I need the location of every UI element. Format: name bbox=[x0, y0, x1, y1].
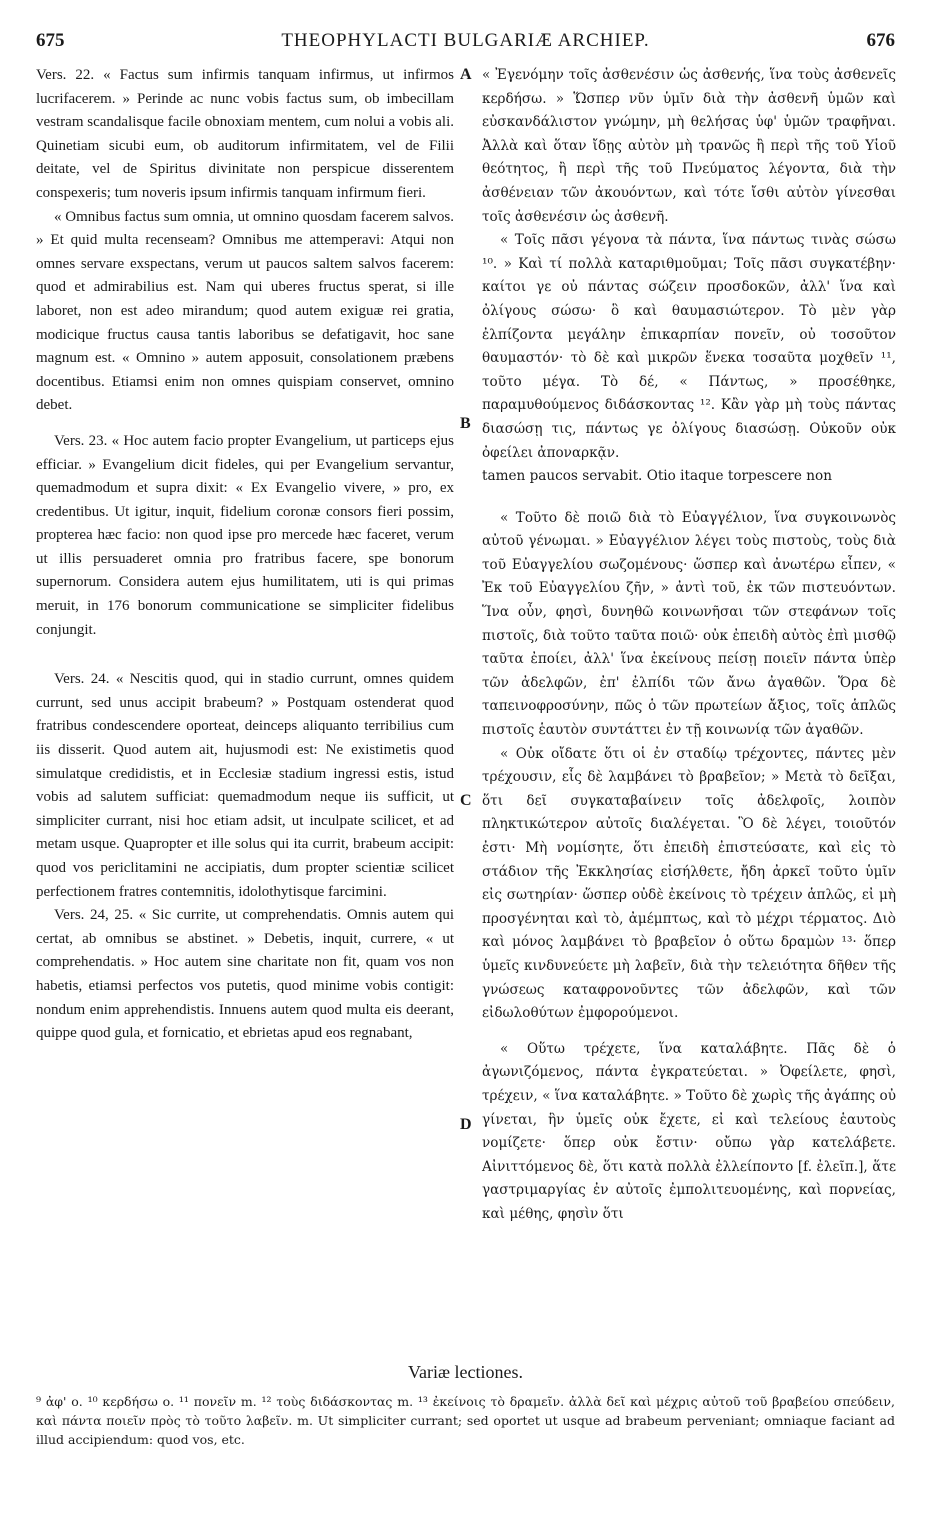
latin-paragraph: Vers. 22. « Factus sum infirmis tanquam infirmus, ut infirmos lucrifacerem. » Perinde ac nunc vobis factus sum, ob imbecillam vestram scandalisque facile obnoxiam mentem, cum nolui a vobis ali. Quinetiam sicubi eum, ob auditorum infirmitatem, vel de Filii deitate, vel de Spiritus divinitate non perspicue disserentem conspexeris; tum noveris ipsum infirmis tanquam infirmum fieri. bbox=[36, 67, 454, 201]
latin-paragraph: « Omnibus factus sum omnia, ut omnino quosdam facerem salvos. » Et quid multa recenseam? Omnibus me attemperavi: Atqui non omnes servare exspectans, verum ut paucos saltem salvos facerem: quod et admirabilius est. Nam qui uberes fructus sperat, si ille laboret, non est adeo mirandum; quod autem exiguæ rei gratia, modicique fructus causa tantis laboribus se defatigavit, hoc sane magnum est. « Omnino » autem apposuit, consolationem præbens docentibus. Etiamsi enim non omnes quispiam conservet, omnino debet. bbox=[36, 208, 454, 414]
latin-column bbox=[36, 64, 454, 1046]
latin-paragraph: Vers. 23. « Hoc autem facio propter Evangelium, ut particeps ejus efficiar. » Evangelium dicit fideles, qui per Evangelium servantur, quemadmodum et supra dixit: « Ex Evangelio vivere, » pro, ex credentibus. Ut igitur, inquit, fidelium coronæ consors fieri possim, propterea hæc facio: non quod ipse pro mercede hæc faceret, verum ut illis persuaderet omnia pro fratribus facere, spe bonorum supernorum. Considera autem ejus humilitatem, uti is qui primas meruit, in 176 bonorum communicatione se simpliciter fidelibus conjungit. bbox=[36, 432, 454, 638]
latin-paragraph: Vers. 24. « Nescitis quod, qui in stadio currunt, omnes quidem currunt, sed unus accipit brabeum? » Postquam ostenderat quod fratribus condescendere oporteat, deinceps aliquanto terribilius cum iis disserit. Quod autem ait, hujusmodi est: Ne existimetis quod simulatque credidistis, et in Ecclesiæ stadium ingressi estis, istud vobis ad salutem sufficiat: quemadmodum neque iis sufficit, ut simpliciter currant, nisi hoc etiam adsit, ut inculpate scilicet, et ad metam usque. Quapropter et ille solus qui ita currit, brabeum accipit: quod vos periclitamini ne accipiatis, dum propter scientiæ scilicet perfectionem fratres contemnitis, idolothytisque farcimini. bbox=[36, 671, 454, 900]
margin-marker-c: C bbox=[460, 792, 472, 809]
margin-marker-b: B bbox=[460, 415, 471, 432]
greek-paragraph: « Οὐκ οἴδατε ὅτι οἱ ἐν σταδίῳ τρέχοντες, πάντες μὲν τρέχουσιν, εἷς δὲ λαμβάνει τὸ βραβεῖον; » Μετὰ τὸ δεῖξαι, ὅτι δεῖ συγκαταβαίνειν τοῖς ἀδελφοῖς, λοιπὸν πληκτικώτερον αὐτοῖς διαλέγεται. Ὃ δὲ λέγει, τοιοῦτόν ἐστι· Μὴ νομίσητε, ὅτι ἐπειδὴ ἐπιστεύσατε, καὶ εἰς τὸ στάδιον τῆς Ἐκκλησίας εἰσήλθετε, ἤδη ἀρκεῖ τοῦτο ὑμῖν εἰς σωτηρίαν· ὥσπερ οὐδὲ ἐκείνοις τὸ τρέχειν ἁπλῶς, εἰ μὴ προσγένηται καὶ τὸ, ἀμέμπτως, καὶ τὸ μέχρι τέρματος. Διὸ καὶ μόνος λαμβάνει τὸ βραβεῖον ὁ οὕτω δραμὼν ¹³· ὅπερ ὑμεῖς κινδυνεύετε μὴ λαβεῖν, διὰ τὴν τελειότητα δῆθεν τῆς γνώσεως καταφρονοῦντες τῶν ἀδελφῶν, καὶ τῶν εἰδωλοθύτων ἐμφορούμενοι. bbox=[482, 745, 896, 1022]
page-number-right: 676 bbox=[866, 30, 895, 51]
footnotes: ⁹ ἀφ' ο. ¹⁰ κερδήσω ο. ¹¹ πονεῖν m. ¹² τοὺς διδάσκοντας m. ¹³ ἐκείνοις τὸ δραμεῖν. ἀλλὰ δεῖ καὶ μέχρις αὐτοῦ τοῦ βραβείου σπεύδειν, καὶ πάντα ποιεῖν πρὸς τὸ τοῦτο λαβεῖν. m. Ut simpliciter currant; sed oportet ut usque ad brabeum perveniant; omniaque faciant ad illud accipiendum: quod vos, etc. bbox=[36, 1394, 895, 1447]
greek-paragraph: « Τοῖς πᾶσι γέγονα τὰ πάντα, ἵνα πάντως τινὰς σώσω ¹⁰. » Καὶ τί πολλὰ καταριθμοῦμαι; Τοῖς πᾶσι συγκατέβην· καίτοι γε οὐ πάντας σώζειν προσδοκῶν, ἀλλ' ἵνα καὶ ὀλίγους σώσω· ὃ καὶ θαυμασιώτερον. Τὸ μὲν γὰρ ἐλπίζοντα μεγάλην ἐπικαρπίαν πονεῖν, οὐ τοσοῦτον θαυμαστόν· τὸ δὲ καὶ μικρῶν ἕνεκα τοσαῦτα μοχθεῖν ¹¹, τοῦτο μέγα. Τὸ δέ, « Πάντως, » προσέθηκε, παραμυθούμενος διδάσκοντας ¹². Κἂν γὰρ μὴ τοὺς πάντας διασώσῃ τις, πάντως γε ὀλίγους διασώσῃ. Οὐκοῦν οὐκ ὀφείλει ἀποναρκᾷν. bbox=[482, 232, 896, 461]
margin-marker-a: A bbox=[460, 66, 472, 83]
margin-marker-d: D bbox=[460, 1116, 472, 1133]
page-header bbox=[36, 30, 895, 60]
page-number-left: 675 bbox=[36, 30, 65, 51]
carry-over-line: tamen paucos servabit. Otio itaque torpescere non bbox=[482, 468, 832, 485]
latin-paragraph: Vers. 24, 25. « Sic currite, ut comprehendatis. Omnis autem qui certat, ab omnibus se abstinet. » Debetis, inquit, currere, « ut comprehendatis. » Hoc autem sine charitate non fit, quam vos non habetis, etiamsi perfectos vos putetis, quod minime vobis contigit: nondum enim apprehendistis. Innuens autem quod multa eis deerant, quippe quod gula, et fornicatio, et ebrietas apud eos regnabant, bbox=[36, 907, 454, 1042]
greek-column bbox=[482, 64, 896, 1227]
greek-paragraph: « Ἐγενόμην τοῖς ἀσθενέσιν ὡς ἀσθενής, ἵνα τοὺς ἀσθενεῖς κερδήσω. » Ὥσπερ νῦν ὑμῖν διὰ τὴν ἀσθενῆ ὑμῶν καὶ εὐσκανδάλιστον γνώμην, μὴ θελήσας ὑφ' ὑμῶν τραφῆναι. Ἀλλὰ καὶ ὅταν ἴδῃς αὐτὸν μὴ τρανῶς ἢ περὶ τῆς τοῦ Υἱοῦ θεότητος, ἢ περὶ τῆς τοῦ Πνεύματος λέγοντα, διὰ τὴν ἀσθένειαν τῶν ἀκουόντων, καὶ τότε ἴσθι αὐτὸν γίνεσθαι τοῖς ἀσθενέσιν ὡς ἀσθενῆ. bbox=[482, 67, 896, 225]
variae-lectiones-title: Variæ lectiones. bbox=[408, 1362, 523, 1382]
greek-paragraph: « Τοῦτο δὲ ποιῶ διὰ τὸ Εὐαγγέλιον, ἵνα συγκοινωνὸς αὐτοῦ γένωμαι. » Εὐαγγέλιον λέγει τοὺς πιστοὺς, τοὺς διὰ τοῦ Εὐαγγελίου σωζομένους· ὥσπερ καὶ ἀνωτέρω εἶπεν, « Ἐκ τοῦ Εὐαγγελίου ζῆν, » ἀντὶ τοῦ, ἐκ τῶν πιστευόντων. Ἵνα οὖν, φησὶ, δυνηθῶ κοινωνῆσαι τῶν στεφάνων τοῖς πιστοῖς, διὰ τοῦτο ταῦτα ποιῶ· οὐκ ἐπειδὴ αὐτὸς ἐπὶ μισθῷ ταῦτα ἐποίει, ἀλλ' ἵνα ἐκείνους πείσῃ ποιεῖν πάντα ὑπὲρ τῶν ἀδελφῶν, ἐπ' ἐλπίδι τῶν ἄνω ἀγαθῶν. Ὅρα δὲ ταπεινοφροσύνην, πῶς ὁ τῶν πρωτείων ἄξιος, τοῖς ἁπλῶς πιστοῖς ἑαυτὸν συντάττει ἐν τῇ κοινωνίᾳ τῶν ἀγαθῶν. bbox=[482, 509, 896, 739]
running-title: THEOPHYLACTI BULGARIÆ ARCHIEP. bbox=[281, 30, 650, 51]
greek-paragraph: « Οὕτω τρέχετε, ἵνα καταλάβητε. Πᾶς δὲ ὁ ἀγωνιζόμενος, πάντα ἐγκρατεύεται. » Ὀφείλετε, φησὶ, τρέχειν, « ἵνα καταλάβητε. » Τοῦτο δὲ χωρὶς τῆς ἀγάπης οὐ γίνεται, ἣν ὑμεῖς οὐκ ἔχετε, εἰ καὶ τελείους ἑαυτοὺς νομίζετε· ὅπερ οὐκ ἔστιν· οὔπω γὰρ κατελάβετε. Αἰνιττόμενος δὲ, ὅτι κατὰ πολλὰ ἐλλείποντο [f. ἐλεῖπ.], ἅτε γαστριμαργίας ἐν αὐτοῖς ἐμπολιτευομένης, καὶ πορνείας, καὶ μέθης, φησὶν ὅτι bbox=[482, 1040, 896, 1222]
